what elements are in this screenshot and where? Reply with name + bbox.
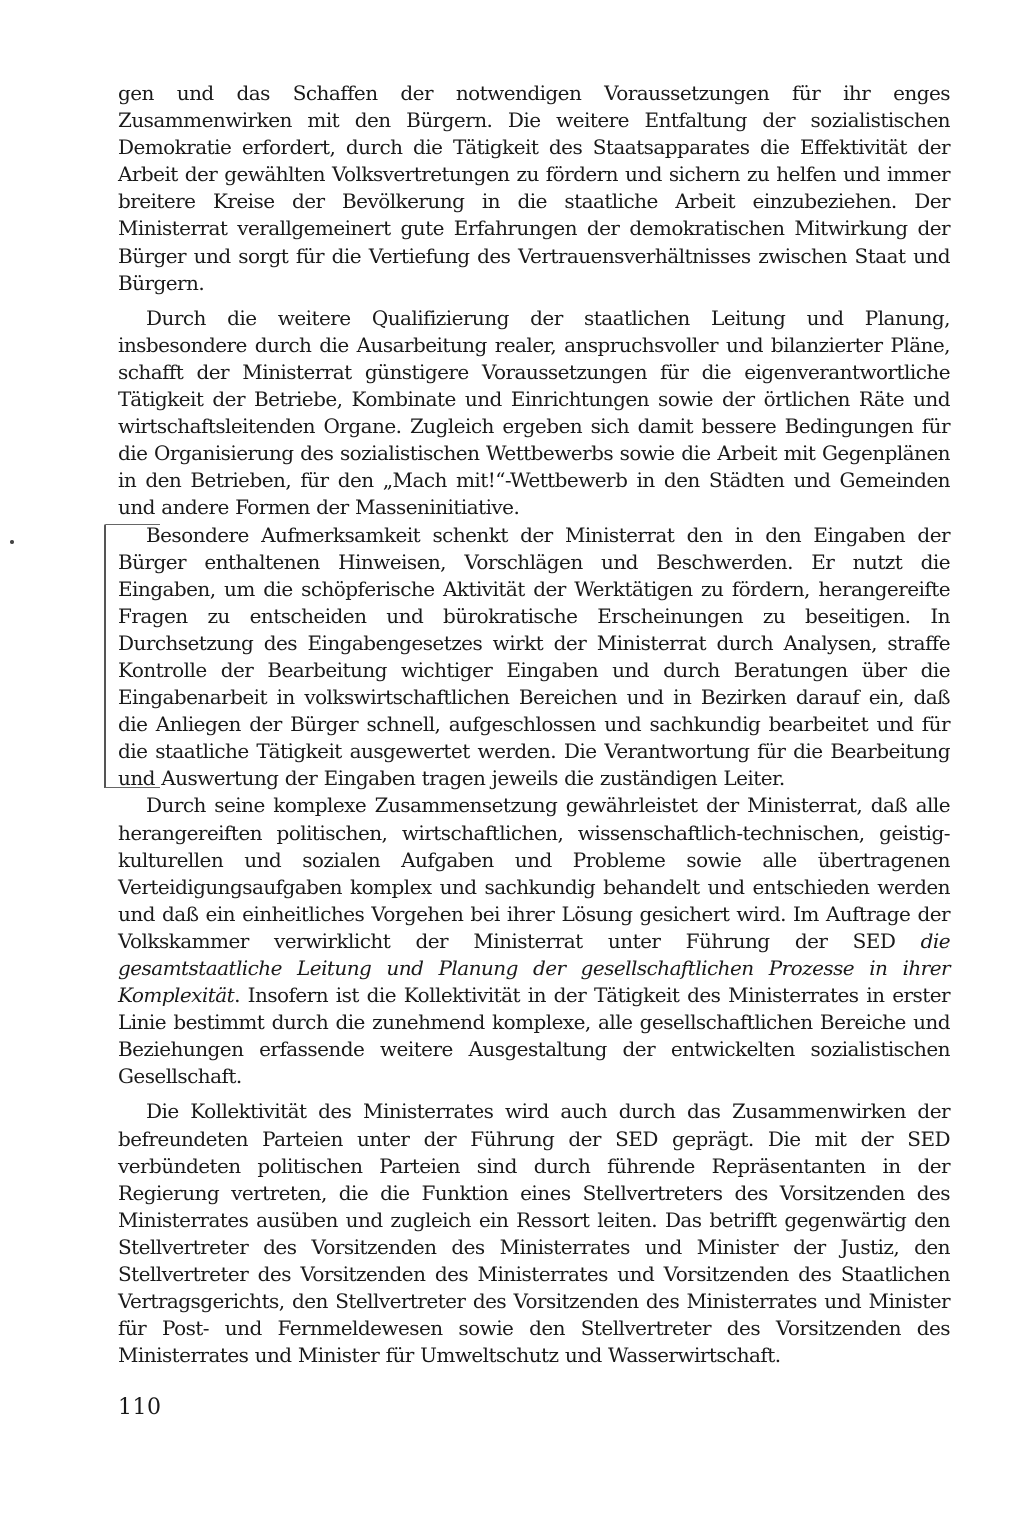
paragraph-4-text-start: Durch seine komplexe Zusammensetzung gewährleistet der Ministerrat, daß alle herangereiften politischen, wirtschaftlichen, wissenschaftlich-technischen, geistig-kulturellen und sozialen Aufgaben und Probleme sowie alle übertragenen Verteidigungsaufgaben komplex und sachkundig behandelt und entschieden werden und daß ein einheitliches Vorgehen bei ihrer Lösung gesichert wird. Im Auftrage der Volkskammer verwirklicht der Ministerrat unter Führung der SED xyxy=(118,793,950,953)
paragraph-5: Die Kollektivität des Ministerrates wird auch durch das Zusammenwirken der befreundeten Parteien unter der Führung der SED geprägt. Die mit der SED verbündeten politischen Parteien sind durch führende Repräsentanten in der Regierung vertreten, die die Funktion eines Stellvertreters des Vorsitzenden des Ministerrates ausüben und zugleich ein Ressort leiten. Das betrifft gegenwärtig den Stellvertreter des Vorsitzenden des Ministerrates und Minister der Justiz, den Stellvertreter des Vorsitzenden des Ministerrates und Vorsitzenden des Staatlichen Vertragsgerichts, den Stellvertreter des Vorsitzenden des Ministerrates und Minister für Post- und Fernmeldewesen sowie den Stellvertreter des Vorsitzenden des Ministerrates und Minister für Umweltschutz und Wasserwirtschaft. xyxy=(118,1099,950,1368)
page-number: 110 xyxy=(118,1395,162,1420)
paragraph-2: Durch die weitere Qualifizierung der staatlichen Leitung und Planung, insbesondere durch die Ausarbeitung realer, anspruchsvoller und bilanzierter Pläne, schafft der Ministerrat günstigere Voraussetzungen für die eigenverantwortliche Tätigkeit der Betriebe, Kombinate und Einrichtungen sowie der örtlichen Räte und wirtschaftsleitenden Organe. Zugleich ergeben sich damit bessere Bedingungen für die Organisierung des sozialistischen Wettbewerbs sowie die Arbeit mit Gegenplänen in den Betrieben, für den „Mach mit!“-Wettbewerb in den Städten und Gemeinden und andere Formen der Masseninitiative. xyxy=(118,305,950,520)
stray-mark xyxy=(10,540,14,544)
page-body xyxy=(118,80,950,1369)
marked-passage xyxy=(118,522,950,793)
paragraph-4 xyxy=(118,792,950,1090)
paragraph-4-emphasis: die gesamtstaatliche Leitung und Planung der gesellschaftlichen Prozesse in ihrer Komplexität xyxy=(118,928,950,1008)
paragraph-4-text-end: . Insofern ist die Kollektivität in der Tätigkeit des Ministerrates in erster Linie bestimmt durch die zunehmend komplexe, alle gesellschaftlichen Bereiche und Beziehungen erfassende weitere Ausgestaltung der entwickelten sozialistischen Gesellschaft. xyxy=(118,983,950,1089)
paragraph-3: Besondere Aufmerksamkeit schenkt der Ministerrat den in den Eingaben der Bürger enthaltenen Hinweisen, Vorschlägen und Beschwerden. Er nutzt die Eingaben, um die schöpferische Aktivität der Werktätigen zu fördern, herangereifte Fragen zu entscheiden und bürokratische Erscheinungen zu beseitigen. In Durchsetzung des Eingabengesetzes wirkt der Ministerrat durch Analysen, straffe Kontrolle der Bearbeitung wichtiger Eingaben und durch Beratungen über die Eingabenarbeit in volkswirtschaftlichen Bereichen und in Bezirken darauf ein, daß die Anliegen der Bürger schnell, aufgeschlossen und sachkundig bearbeitet und für die staatliche Tätigkeit ausgewertet werden. Die Verantwortung für die Bearbeitung und Auswertung der Eingaben tragen jeweils die zuständigen Leiter. xyxy=(118,522,950,791)
paragraph-1: gen und das Schaffen der notwendigen Voraussetzungen für ihr enges Zusammenwirken mit den Bürgern. Die weitere Entfaltung der sozialistischen Demokratie erfordert, durch die Tätigkeit des Staatsapparates die Effektivität der Arbeit der gewählten Volksvertretungen zu fördern und sichern zu helfen und immer breitere Kreise der Bevölkerung in die staatliche Arbeit einzubeziehen. Der Ministerrat verallgemeinert gute Erfahrungen der demokratischen Mitwirkung der Bürger und sorgt für die Vertiefung des Vertrauensverhältnisses zwischen Staat und Bürgern. xyxy=(118,81,950,295)
